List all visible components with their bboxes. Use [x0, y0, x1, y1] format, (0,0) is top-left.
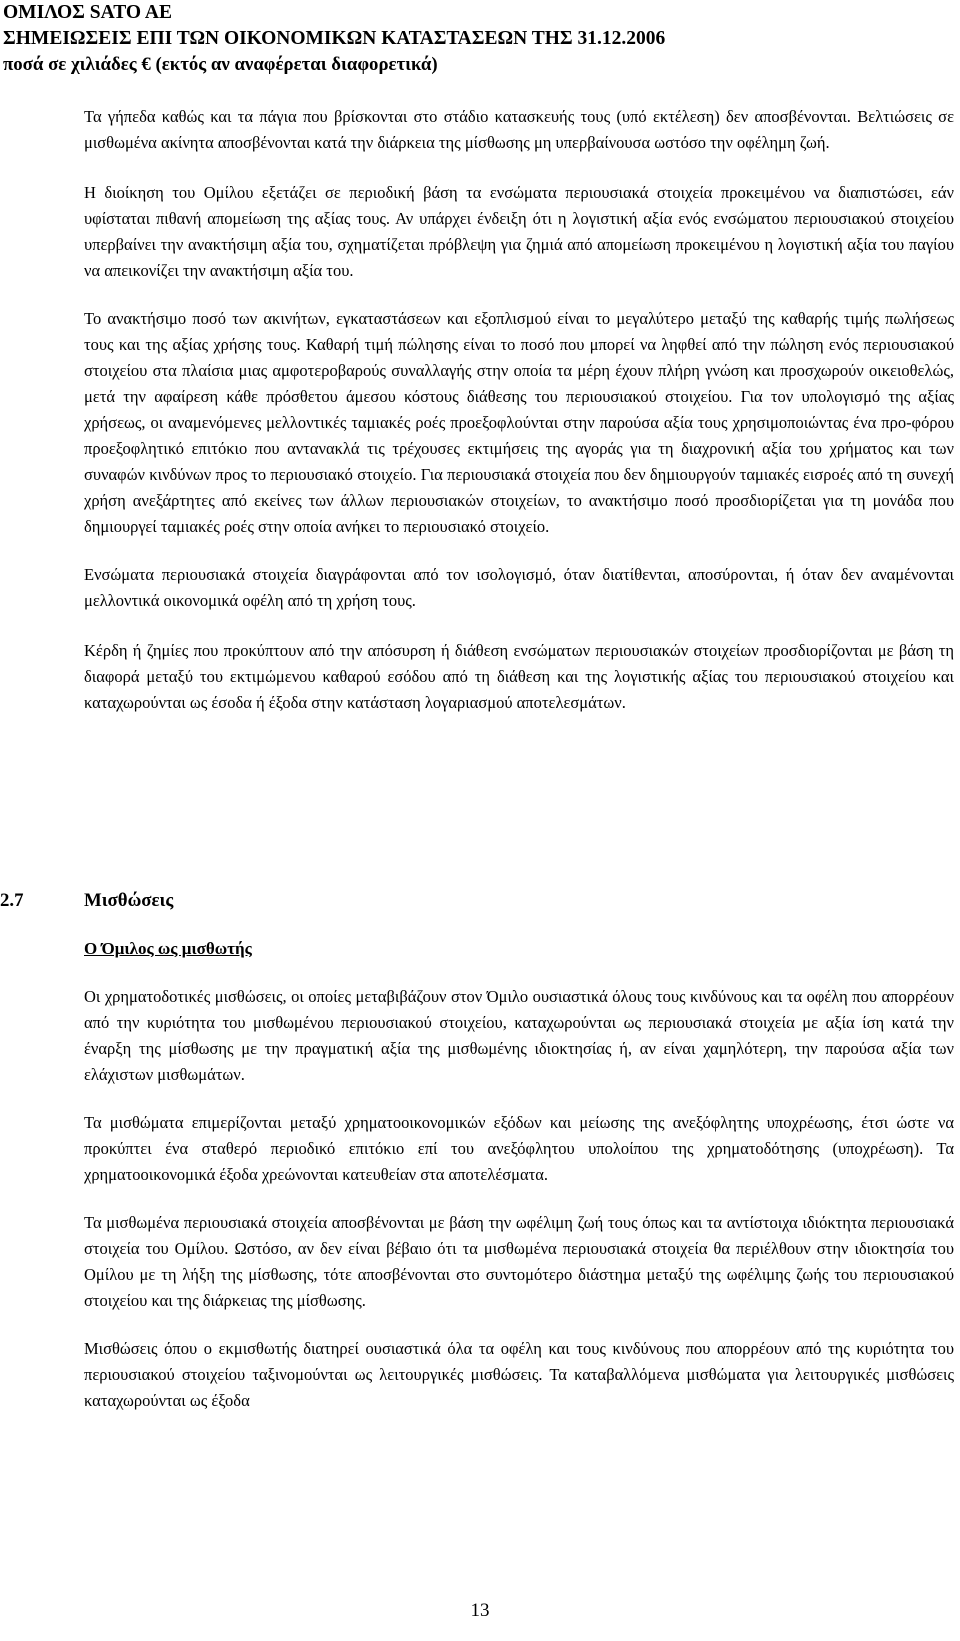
page-header [3, 0, 953, 78]
paragraph-disposal-gains: Κέρδη ή ζημίες που προκύπτουν από την απόσυρση ή διάθεση ενσώματων περιουσιακών στοιχείων προσδιορίζονται με βάση τη διαφορά μεταξύ του εκτιμώμενου καθαρού εσόδου από τη διάθεση και της λογιστικής αξίας του περιουσιακού στοιχείου και καταχωρούνται ως έσοδα ή έξοδα στην κατάσταση λογαριασμού αποτελεσμάτων. [84, 641, 954, 712]
paragraph-leased-assets-depreciation: Τα μισθωμένα περιουσιακά στοιχεία αποσβένονται με βάση την ωφέλιμη ζωή τους όπως και τα αντίστοιχα ιδιόκτητα περιουσιακά στοιχεία του Ομίλου. Ωστόσο, αν δεν είναι βέβαιο ότι τα μισθωμένα περιουσιακά στοιχεία θα περιέλθουν στην ιδιοκτησία του Ομίλου με τη λήξη της μίσθωσης, τότε αποσβένονται στο συντομότερο διάστημα μεταξύ της ωφέλιμης ζωής του περιουσιακού στοιχείου και της διάρκειας της μίσθωσης. [84, 1213, 954, 1310]
paragraph-lease-payments: Τα μισθώματα επιμερίζονται μεταξύ χρηματοοικονομικών εξόδων και μείωσης της ανεξόφλητης υποχρέωσης, έτσι ώστε να προκύπτει ένα σταθερό περιοδικό επιτόκιο επί του ανεξόφλητου υπολοίπου της χρηματοδότησης (υποχρέωση). Τα χρηματοοικονομικά έξοδα χρεώνονται κατευθείαν στα αποτελέσματα. [84, 1113, 954, 1184]
paragraph-operating-leases: Μισθώσεις όπου ο εκμισθωτής διατηρεί ουσιαστικά όλα τα οφέλη και τους κινδύνους που απορρέουν από της κυριότητα του περιουσιακού στοιχείου ταξινομούνται ως λειτουργικές μισθώσεις. Τα καταβαλλόμενα μισθώματα για λειτουργικές μισθώσεις καταχωρούνται ως έξοδα [84, 1339, 954, 1410]
notes-body [84, 104, 954, 716]
paragraph-land-depreciation: Τα γήπεδα καθώς και τα πάγια που βρίσκονται στο στάδιο κατασκευής τους (υπό εκτέλεση) δεν αποσβένονται. Βελτιώσεις σε μισθωμένα ακίνητα αποσβένονται κατά την διάρκεια της μίσθωσης μη υπερβαίνουσα ωστόσο την οφέλημη ζωή. [84, 107, 954, 152]
section-number: 2.7 [0, 890, 24, 911]
section-title: Μισθώσεις [84, 890, 174, 911]
section-leases [0, 888, 954, 1414]
document-title: ΣΗΜΕΙΩΣΕΙΣ ΕΠΙ ΤΩΝ ΟΙΚΟΝΟΜΙΚΩΝ ΚΑΤΑΣΤΑΣΕΩΝ ΤΗΣ 31.12.2006 [3, 28, 666, 49]
section-heading [0, 888, 954, 914]
paragraph-impairment-review: Η διοίκηση του Ομίλου εξετάζει σε περιοδική βάση τα ενσώματα περιουσιακά στοιχεία προκειμένου να διαπιστώσει, εάν υφίσταται πιθανή απομείωση της αξίας τους. Αν υπάρχει ένδειξη ότι η λογιστική αξία ενός ενσώματου περιουσιακού στοιχείου υπερβαίνει την ανακτήσιμη αξία του, σχηματίζεται πρόβλεψη για ζημιά από απομείωση προκειμένου η λογιστική αξία του παγίου να απεικονίζει την ανακτήσιμη αξία του. [84, 183, 954, 280]
company-name: ΟΜΙΛΟΣ SATO AE [3, 2, 172, 23]
paragraph-derecognition: Ενσώματα περιουσιακά στοιχεία διαγράφονται από τον ισολογισμό, όταν διατίθενται, αποσύρονται, ή όταν δεν αναμένονται μελλοντικά οικονομικά οφέλη από τη χρήση τους. [84, 565, 954, 610]
paragraph-recoverable-amount: Το ανακτήσιμο ποσό των ακινήτων, εγκαταστάσεων και εξοπλισμού είναι το μεγαλύτερο μεταξύ της καθαρής τιμής πωλήσεως τους και της αξίας χρήσης τους. Καθαρή τιμή πώλησης είναι το ποσό που μπορεί να ληφθεί από την πώληση ενός περιουσιακού στοιχείου στα πλαίσια μιας αμφοτεροβαρούς συναλλαγής στην οποία τα μέρη έχουν πλήρη γνώση και προσχωρούν οικειοθελώς, μετά την αφαίρεση κάθε πρόσθετου άμεσου κόστους διάθεσης του περιουσιακού στοιχείου. Για τον υπολογισμό της αξίας χρήσεως, οι αναμενόμενες μελλοντικές ταμιακές ροές προεξοφλούνται στην παρούσα αξία τους χρησιμοποιώντας ένα προ-φόρου προεξοφλητικό επιτόκιο που αντανακλά τις τρέχουσες εκτιμήσεις της αγοράς για τη διαχρονική αξία του χρήματος και των συναφών κινδύνων προς το περιουσιακό στοιχείο. Για περιουσιακά στοιχεία που δεν δημιουργούν ταμιακές εισροές από τη συνεχή χρήση ανεξάρτητες από εκείνες των άλλων περιουσιακών στοιχείων, το ανακτήσιμο ποσό προσδιορίζεται για τη μονάδα που δημιουργεί ταμιακές ροές στην οποία ανήκει το περιουσιακό στοιχείο. [84, 309, 954, 536]
page-number: 13 [470, 1600, 490, 1621]
units-note: ποσά σε χιλιάδες € (εκτός αν αναφέρεται διαφορετικά) [3, 54, 438, 75]
section-body [84, 936, 954, 1414]
subheading-lessee: Ο Όμιλος ως μισθωτής [84, 939, 252, 958]
paragraph-finance-leases: Οι χρηματοδοτικές μισθώσεις, οι οποίες μεταβιβάζουν στον Όμιλο ουσιαστικά όλους τους κινδύνους και τα οφέλη που απορρέουν από την κυριότητα του μισθωμένου περιουσιακού στοιχείου, καταχωρούνται ως περιουσιακά στοιχεία με αξία ίση κατά την έναρξη της μίσθωσης με την πραγματική αξία της μισθωμένης ιδιοκτησίας ή, αν είναι χαμηλότερη, την παρούσα αξία των ελάχιστων μισθωμάτων. [84, 987, 954, 1084]
